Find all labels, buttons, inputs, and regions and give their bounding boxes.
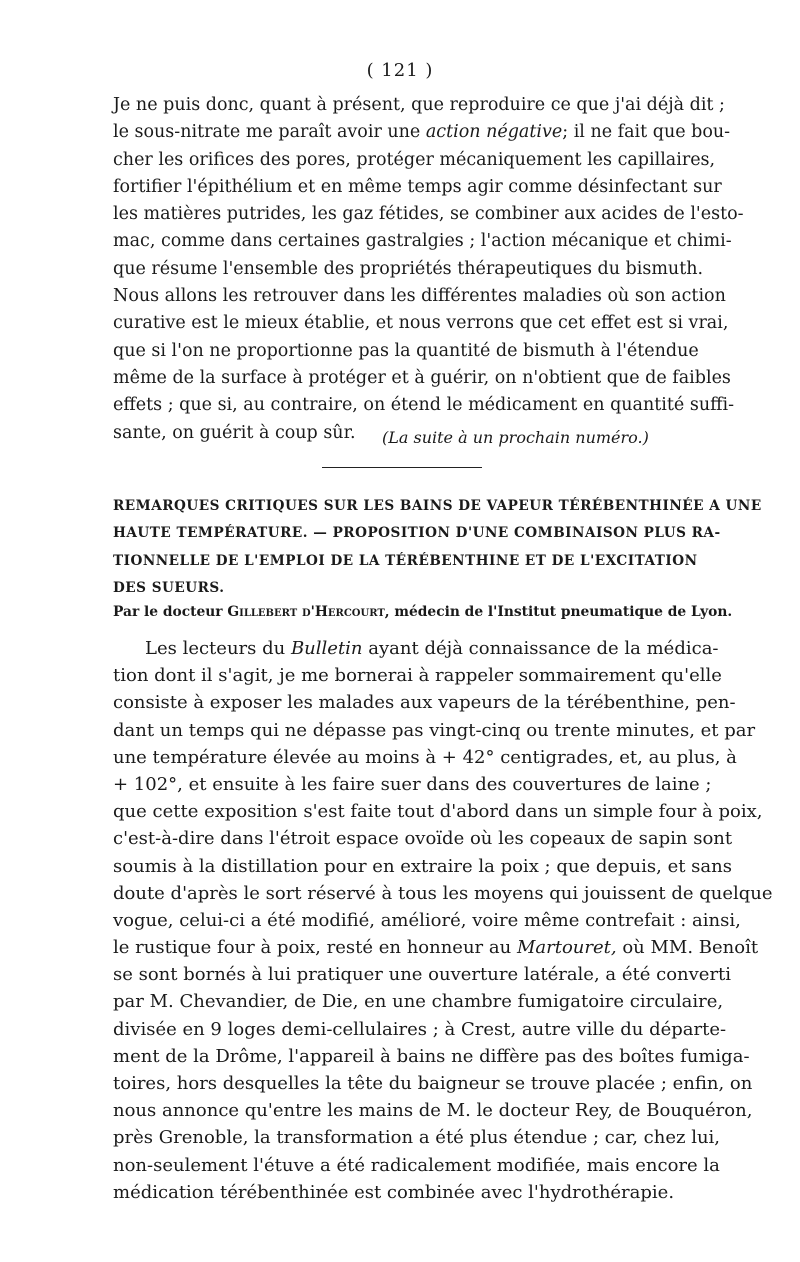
text-line: divisée en 9 loges demi-cellulaires ; à Crest, autre ville du départe- [113,1018,727,1040]
text-run: où MM. Benoît [622,937,759,959]
text-line: tion dont il s'agit, je me bornerai à rappeler sommairement qu'elle [113,665,722,687]
text-line: que cette exposition s'est faite tout d'abord dans un simple four à poix, [113,801,763,823]
italic-emphasis: action négative [425,122,563,143]
text-line: + 102°, et ensuite à les faire suer dans des couvertures de laine ; [113,773,712,795]
text-line: fortifier l'épithélium et en même temps agir comme désinfectant sur [113,176,722,197]
article-heading [113,493,762,602]
text-line: consiste à exposer les malades aux vapeurs de la térébenthine, pen- [113,692,736,714]
text-run: le sous-nitrate me paraît avoir une [113,122,421,143]
heading-line: REMARQUES CRITIQUES SUR LES BAINS DE VAPEUR TÉRÉBENTHINÉE A UNE [113,498,762,514]
text-line: doute d'après le sort réservé à tous les moyens qui jouissent de quelque [113,882,773,904]
text-line: soumis à la distillation pour en extraire la poix ; que depuis, et sans [113,855,732,877]
text-line: toires, hors desquelles la tête du baigneur se trouve placée ; enfin, on [113,1073,753,1094]
byline-prefix: Par le docteur [113,604,223,620]
text-run: ; il ne fait que bou- [562,122,731,143]
author-name: Gillebert d'Hercourt, [227,604,390,620]
text-run: le rustique four à poix, resté en honneur au [113,937,512,959]
section-divider [322,467,482,468]
text-line: médication térébenthinée est combinée avec l'hydrothérapie. [113,1181,675,1203]
text-run: Les lecteurs du [145,638,286,659]
text-line: se sont bornés à lui pratiquer une ouverture latérale, a été converti [113,964,732,986]
text-line: c'est-à-dire dans l'étroit espace ovoïde où les copeaux de sapin sont [113,828,733,850]
text-line: ment de la Drôme, l'appareil à bains ne diffère pas des boîtes fumiga- [113,1045,750,1067]
text-line: cher les orifices des pores, protéger mécaniquement les capillaires, [113,149,716,170]
text-line: nous annonce qu'entre les mains de M. le docteur Rey, de Bouquéron, [113,1100,753,1122]
text-line: les matières putrides, les gaz fétides, se combiner aux acides de l'esto- [113,204,744,225]
text-line: même de la surface à protéger et à guérir, on n'obtient que de faibles [113,367,731,388]
paragraph-bismuth-conclusion [113,92,744,447]
text-line [113,119,731,146]
author-byline [113,604,733,620]
text-line: mac, comme dans certaines gastralgies ; l'action mécanique et chimi- [113,231,732,252]
text-line [113,635,719,662]
text-run: ayant déjà connaissance de la médica- [368,638,719,659]
heading-line: HAUTE TEMPÉRATURE. — PROPOSITION D'UNE COMBINAISON PLUS RA- [113,525,721,542]
text-line: que résume l'ensemble des propriétés thérapeutiques du bismuth. [113,258,704,279]
text-line: effets ; que si, au contraire, on étend le médicament en quantité suffi- [113,395,735,416]
heading-line: DES SUEURS. [113,579,225,596]
place-name: Martouret, [516,937,617,959]
text-line: dant un temps qui ne dépasse pas vingt-cinq ou trente minutes, et par [113,719,756,741]
text-line: curative est le mieux établie, et nous verrons que cet effet est si vrai, [113,313,729,334]
text-line: par M. Chevandier, de Die, en une chambre fumigatoire circulaire, [113,991,724,1013]
text-line: sante, on guérit à coup sûr. [113,422,356,443]
text-line: près Grenoble, la transformation a été plus étendue ; car, chez lui, [113,1127,721,1149]
text-line [113,934,759,961]
author-affiliation: médecin de l'Institut pneumatique de Lyon. [394,604,733,620]
page-number: ( 121 ) [366,60,434,81]
journal-title: Bulletin [290,638,363,659]
text-line: une température élevée au moins à + 42° centigrades, et, au plus, à [113,746,737,768]
text-line: Nous allons les retrouver dans les différentes maladies où son action [113,286,726,307]
heading-line: TIONNELLE DE L'EMPLOI DE LA TÉRÉBENTHINE ET DE L'EXCITATION [113,552,698,569]
text-line: non-seulement l'étuve a été radicalement modifiée, mais encore la [113,1154,720,1176]
text-line: que si l'on ne proportionne pas la quantité de bismuth à l'étendue [113,340,699,361]
text-line: Je ne puis donc, quant à présent, que reproduire ce que j'ai déjà dit ; [113,95,725,115]
paragraph-terebenthine-baths [113,635,773,1206]
text-line: vogue, celui-ci a été modifié, amélioré, voire même contrefait : ainsi, [113,909,741,931]
continuation-note: (La suite à un prochain numéro.) [382,428,649,447]
